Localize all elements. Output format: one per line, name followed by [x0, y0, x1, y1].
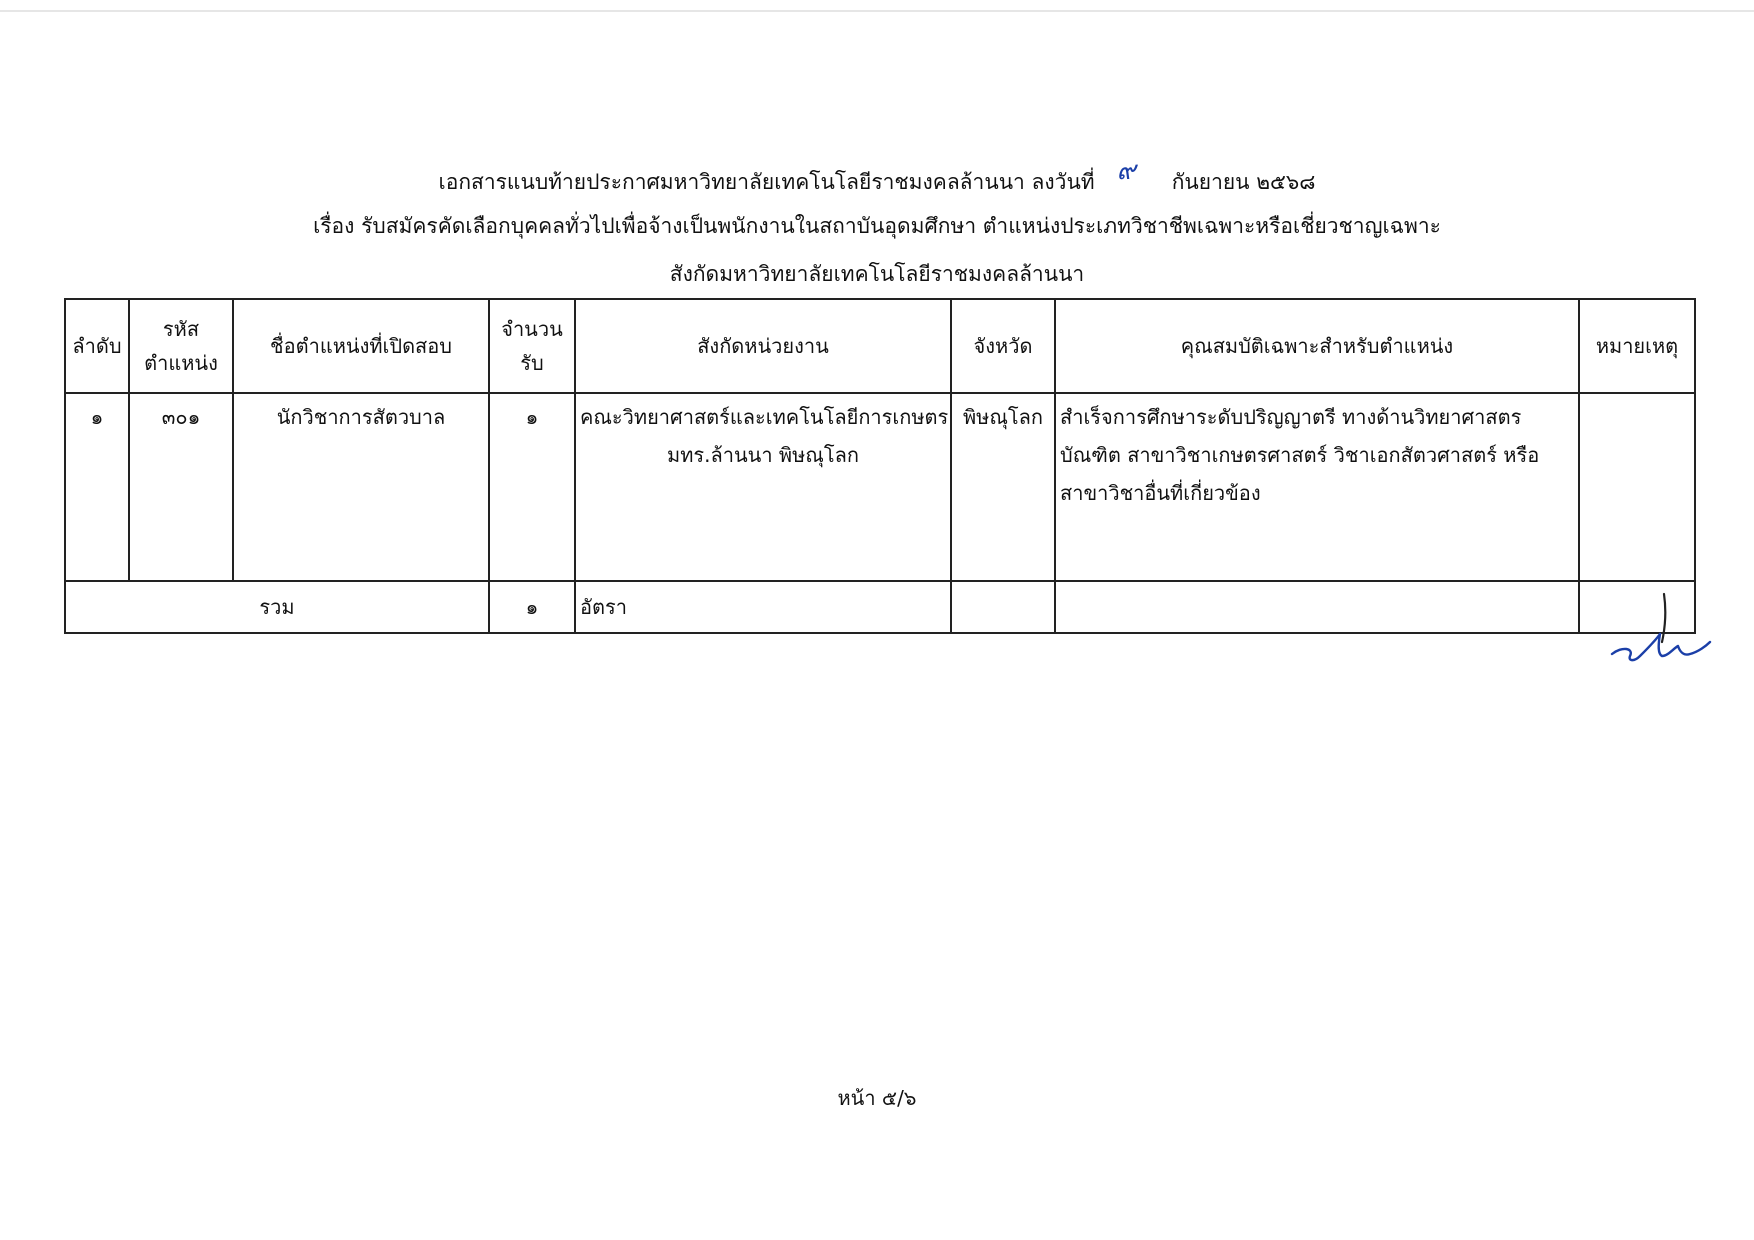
total-province-empty [951, 581, 1055, 633]
announcement-title-text: เอกสารแนบท้ายประกาศมหาวิทยาลัยเทคโนโลยีราชมงคลล้านนา ลงวันที่ [438, 170, 1095, 194]
cell-position: นักวิชาการสัตวบาล [233, 393, 489, 581]
cell-qualification-line1: สำเร็จการศึกษาระดับปริญญาตรี ทางด้านวิทยาศาสตร [1060, 405, 1522, 429]
handwritten-signature [1604, 590, 1714, 670]
cell-count: ๑ [489, 393, 575, 581]
cell-unit-line2: มทร.ล้านนา พิษณุโลก [667, 443, 859, 467]
cell-qualification-line2: บัณฑิต สาขาวิชาเกษตรศาสตร์ วิชาเอกสัตวศาสตร์ หรือ [1060, 443, 1540, 467]
total-count: ๑ [489, 581, 575, 633]
handwritten-day: ๙ [1116, 156, 1136, 186]
cell-unit [575, 393, 951, 581]
cell-qualification [1055, 393, 1579, 581]
total-label: รวม [65, 581, 489, 633]
total-qualification-empty [1055, 581, 1579, 633]
cell-qualification-line3: สาขาวิชาอื่นที่เกี่ยวข้อง [1060, 481, 1261, 505]
announcement-subject: เรื่อง รับสมัครคัดเลือกบุคคลทั่วไปเพื่อจ้างเป็นพนักงานในสถาบันอุดมศึกษา ตำแหน่งประเภทวิชาชีพเฉพาะหรือเชี่ยวชาญเฉพาะ [313, 214, 1441, 238]
page-top-edge [0, 10, 1754, 12]
cell-code: ๓๐๑ [129, 393, 233, 581]
announcement-title-line1 [0, 156, 1754, 201]
header-province: จังหวัด [951, 299, 1055, 393]
header-code: รหัส ตำแหน่ง [129, 299, 233, 393]
header-count: จำนวน รับ [489, 299, 575, 393]
announcement-date-month-year: กันยายน ๒๕๖๘ [1171, 170, 1316, 194]
cell-province: พิษณุโลก [951, 393, 1055, 581]
table-row [65, 393, 1695, 581]
cell-remark [1579, 393, 1695, 581]
header-order: ลำดับ [65, 299, 129, 393]
table-total-row [65, 581, 1695, 633]
header-unit: สังกัดหน่วยงาน [575, 299, 951, 393]
header-remark: หมายเหตุ [1579, 299, 1695, 393]
page-number: หน้า ๕/๖ [837, 1086, 917, 1110]
header-position: ชื่อตำแหน่งที่เปิดสอบ [233, 299, 489, 393]
positions-table [64, 298, 1696, 634]
cell-unit-line1: คณะวิทยาศาสตร์และเทคโนโลยีการเกษตร [580, 405, 949, 429]
announcement-affiliation: สังกัดมหาวิทยาลัยเทคโนโลยีราชมงคลล้านนา [669, 262, 1085, 286]
header-qualification: คุณสมบัติเฉพาะสำหรับตำแหน่ง [1055, 299, 1579, 393]
cell-order: ๑ [65, 393, 129, 581]
table-header-row [65, 299, 1695, 393]
total-unit: อัตรา [575, 581, 951, 633]
